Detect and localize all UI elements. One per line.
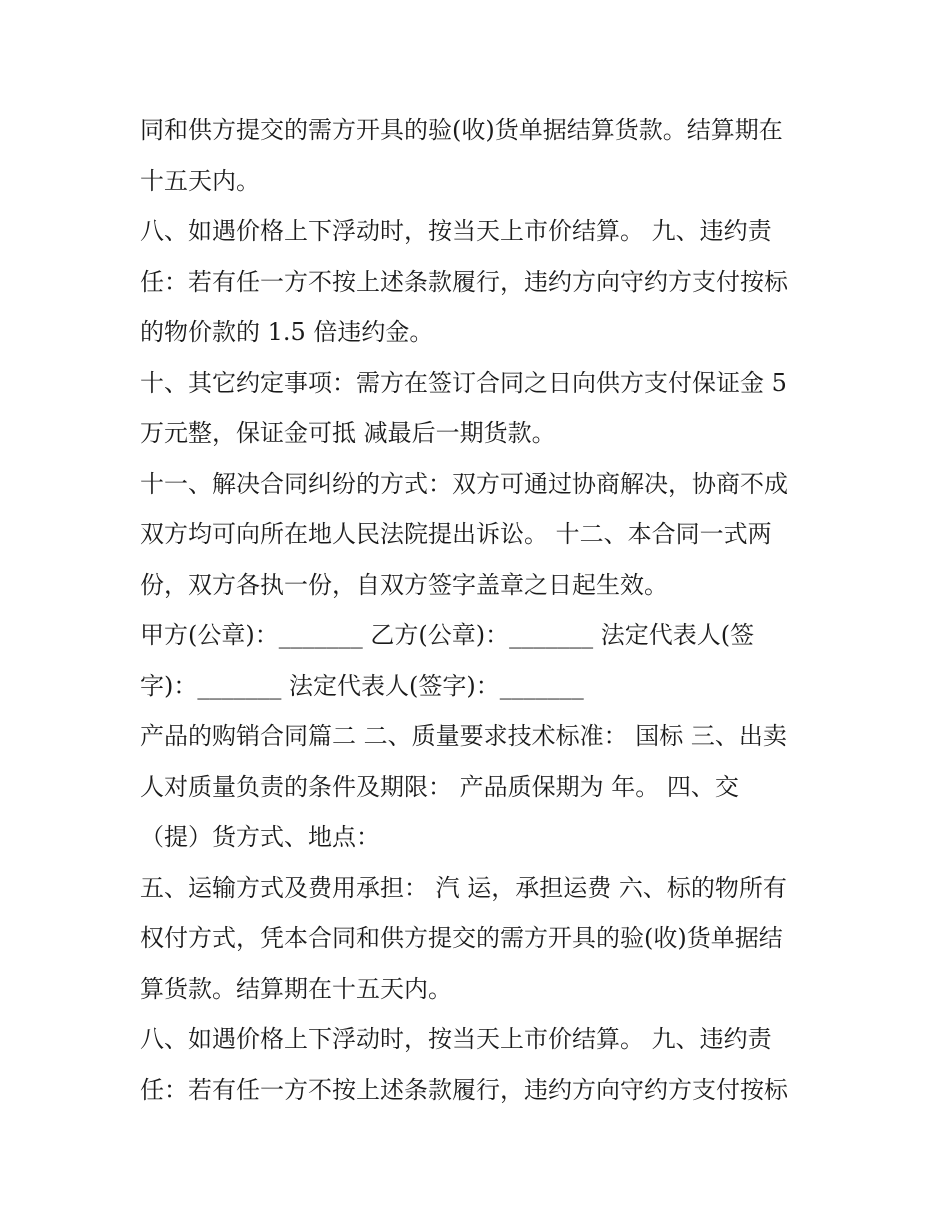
text-line: 算货款。结算期在十五天内。 (140, 974, 452, 1003)
text-line: （提）货方式、地点： (140, 823, 380, 851)
paragraph-clause-10 (140, 358, 820, 459)
text-line: 字)：_______ 法定代表人(签字)：_______ (140, 671, 584, 700)
text-line: 人对质量负责的条件及期限： 产品质保期为 年。 四、交 (140, 772, 739, 801)
text-line: 双方均可向所在地人民法院提出诉讼。 十二、本合同一式两 (140, 520, 772, 548)
text-line: 万元整，保证金可抵 减最后一期货款。 (140, 419, 556, 447)
paragraph-signatures (140, 610, 820, 711)
text-line: 五、运输方式及费用承担： 汽 运，承担运费 六、标的物所有 (140, 873, 787, 902)
text-line: 份，双方各执一份，自双方签字盖章之日起生效。 (140, 570, 668, 599)
text-line: 的物价款的 1.5 倍违约金。 (140, 318, 434, 346)
paragraph-clause-8-9-repeat (140, 1014, 820, 1115)
text-line: 甲方(公章)：_______ 乙方(公章)：_______ 法定代表人(签 (140, 621, 755, 649)
document-body (140, 105, 820, 1115)
text-line: 八、如遇价格上下浮动时，按当天上市价结算。 九、违约责 (140, 1025, 772, 1053)
paragraph-settlement (140, 105, 820, 206)
paragraph-clause-11-12 (140, 459, 820, 611)
text-line: 同和供方提交的需方开具的验(收)货单据结算货款。结算期在 (140, 116, 783, 144)
text-line: 权付方式，凭本合同和供方提交的需方开具的验(收)货单据结 (140, 924, 783, 952)
text-line: 产品的购销合同篇二 二、质量要求技术标准： 国标 三、出卖 (140, 722, 787, 750)
text-line: 任：若有任一方不按上述条款履行，违约方向守约方支付按标 (140, 267, 788, 296)
text-line: 十一、解决合同纠纷的方式：双方可通过协商解决，协商不成 (140, 469, 788, 498)
text-line: 十五天内。 (140, 166, 260, 195)
text-line: 八、如遇价格上下浮动时，按当天上市价结算。 九、违约责 (140, 217, 772, 245)
paragraph-contract-two-intro (140, 711, 820, 863)
paragraph-clause-5-6 (140, 863, 820, 1015)
paragraph-clause-8-9 (140, 206, 820, 358)
text-line: 任：若有任一方不按上述条款履行，违约方向守约方支付按标 (140, 1075, 788, 1104)
text-line: 十、其它约定事项：需方在签订合同之日向供方支付保证金 5 (140, 368, 787, 397)
